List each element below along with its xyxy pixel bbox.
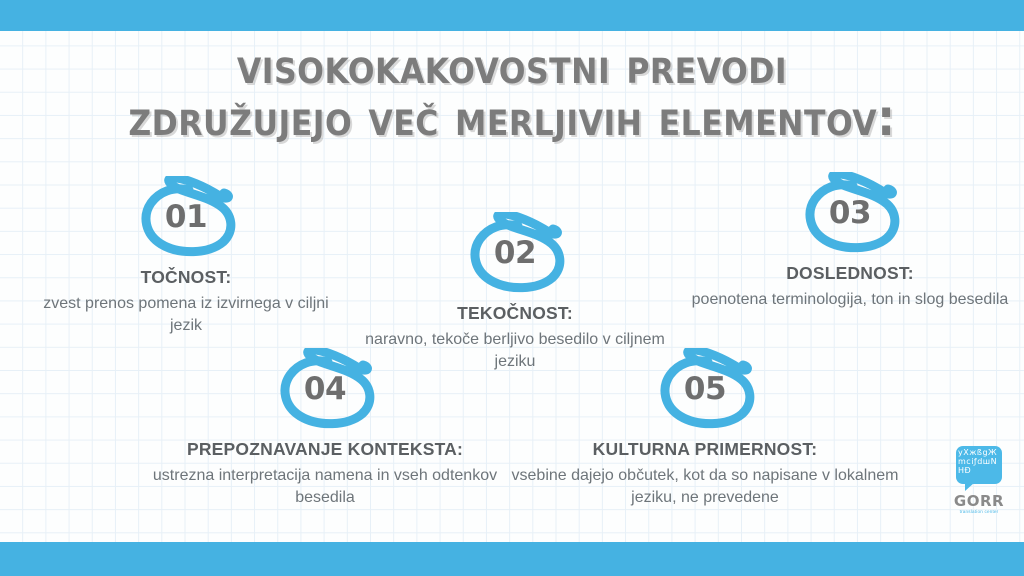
item-number: 05 [683, 371, 727, 407]
logo-name: GORR [953, 492, 1005, 510]
bottom-accent-bar [0, 542, 1024, 576]
item-heading: PREPOZNAVANJE KONTEKSTA: [186, 439, 464, 459]
list-item [690, 172, 1010, 311]
item-heading: KULTURNA PRIMERNOST: [592, 439, 818, 459]
lasso-badge-03 [791, 172, 909, 256]
top-accent-bar [0, 0, 1024, 31]
page-title [0, 37, 1024, 147]
list-item [36, 176, 336, 336]
item-description: naravno, tekoče berljivo besedilo v ciljnem jeziku [365, 331, 665, 370]
list-item [145, 348, 505, 508]
title-line-1: visokokakovostni prevodi [236, 37, 788, 95]
item-number: 01 [164, 199, 208, 235]
logo-tagline: translation center [959, 509, 999, 514]
bubble-letters: yXжßgЖmciƒdшNHÐ [958, 448, 998, 475]
item-number: 03 [828, 195, 872, 231]
item-heading: TOČNOST: [140, 267, 232, 287]
speech-bubble-icon [956, 446, 1002, 484]
title-line-2: združujejo več merljivih elementov: [128, 89, 896, 147]
item-description: ustrezna interpretacija namena in vseh odtenkov besedila [152, 467, 498, 506]
lasso-badge-02 [456, 212, 574, 296]
lasso-badge-04 [266, 348, 384, 432]
item-heading: TEKOČNOST: [457, 303, 573, 323]
item-heading: DOSLEDNOST: [786, 263, 914, 283]
lasso-badge-05 [646, 348, 764, 432]
list-item [500, 348, 910, 508]
gorr-logo[interactable] [948, 446, 1010, 515]
item-description: poenotena terminologija, ton in slog besedila [691, 291, 1009, 308]
item-number: 04 [303, 371, 347, 407]
item-description: vsebine dajejo občutek, kot da so napisane v lokalnem jeziku, ne prevedene [511, 467, 899, 506]
lasso-badge-01 [127, 176, 245, 260]
item-number: 02 [493, 235, 537, 271]
item-description: zvest prenos pomena iz izvirnega v ciljni jezik [43, 295, 329, 334]
